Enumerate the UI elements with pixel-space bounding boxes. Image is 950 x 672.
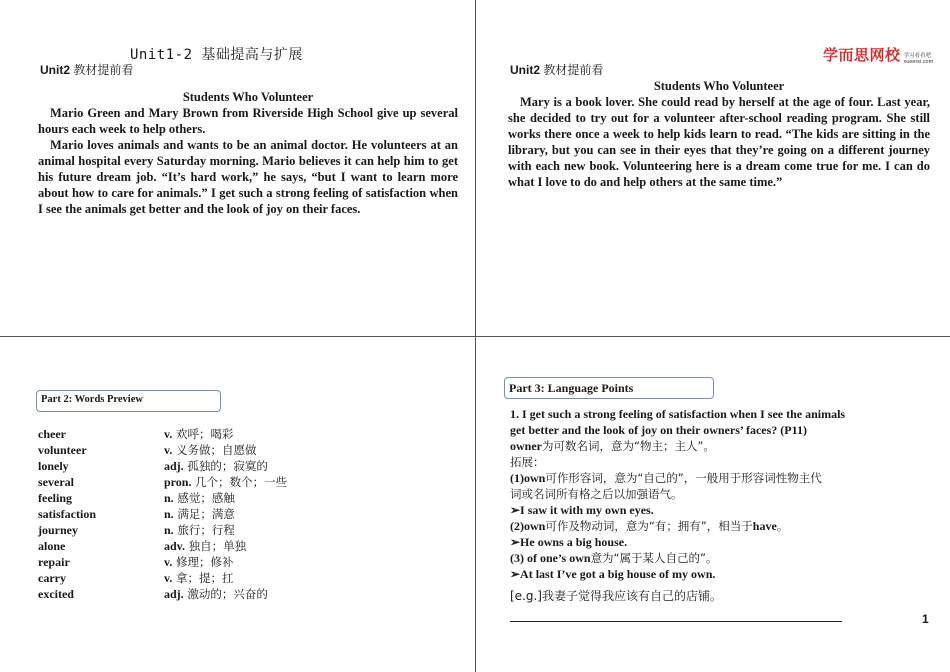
list-item: [38, 458, 338, 474]
list-item: [38, 522, 338, 538]
paragraph: Mario Green and Mary Brown from Riverside High School give up several hours each week to help others.: [38, 106, 458, 136]
vocab-definition: v. 欢呼；喝彩: [164, 427, 234, 441]
vocab-definition: n. 满足；满意: [164, 507, 235, 521]
example-2: ➢He owns a big house.: [510, 535, 628, 549]
vocab-word: several: [38, 475, 74, 489]
vocab-definition: pron. 几个；数个；一些: [164, 475, 288, 489]
vocab-word: repair: [38, 555, 70, 569]
vocab-word: cheer: [38, 427, 66, 441]
vocab-word: journey: [38, 523, 78, 537]
paragraph: Mario loves animals and wants to be an animal doctor. He volunteers at an animal hospital every Saturday morning. Mario believes it can help him to get his future dream job. “It’s hard work,” he says, “but I want to learn more about how to care for animals.” I get such a strong feeling of satisfaction when I see the animals get better and the look of joy on their faces.: [38, 138, 458, 216]
usage-1: (1)own可作形容词，意为“自己的”，一般用于形容词性物主代: [510, 471, 822, 485]
unit-caption: 教材提前看: [540, 63, 604, 77]
answer-blank[interactable]: [510, 621, 842, 622]
paragraph: Mary is a book lover. She could read by herself at the age of four. Last year, she decided to try out for a volunteer after-school reading program. She still works there once a week to help kids learn to read. “The kids are sitting in the library, but you can see in their eyes that they’re going on a different journey with each new book. Volunteering here is a dream come true for me. I can do what I love to do and help others at the same time.”: [508, 95, 930, 189]
logo-text: 学而思网校: [823, 46, 901, 64]
vocabulary-list: [38, 426, 338, 602]
example-3: ➢At last I’ve got a big house of my own.: [510, 567, 716, 581]
unit-label-left: [40, 61, 133, 78]
vocab-word: volunteer: [38, 443, 87, 457]
usage-1-cont: 词或名词所有格之后以加强语气。: [510, 487, 683, 501]
list-item: [38, 474, 338, 490]
vocab-word: satisfaction: [38, 507, 96, 521]
section-label-words: Part 2: Words Preview: [36, 390, 221, 412]
horizontal-divider: [0, 336, 950, 337]
page-title: Unit1-2 基础提高与扩展: [130, 47, 303, 63]
vocab-definition: adj. 孤独的；寂寞的: [164, 459, 268, 473]
list-item: [38, 426, 338, 442]
logo-subtext: [904, 53, 934, 65]
list-item: [38, 554, 338, 570]
logo-subtext-bottom: xueersi.com: [903, 59, 934, 65]
vocab-definition: v. 修理；修补: [164, 555, 234, 569]
expand-label: 拓展：: [510, 455, 545, 469]
list-item: [38, 506, 338, 522]
vocab-word: carry: [38, 571, 66, 585]
vocab-word: alone: [38, 539, 66, 553]
vocab-definition: adj. 激动的；兴奋的: [164, 587, 268, 601]
unit-label-right: [510, 61, 603, 78]
translation-prompt: [e.g.]我妻子觉得我应该有自己的店铺。: [510, 589, 722, 603]
unit-number: Unit2: [510, 63, 540, 77]
passage-body-left: [38, 105, 458, 217]
section-label-language-points: Part 3: Language Points: [504, 377, 714, 399]
passage-heading-right: Students Who Volunteer: [653, 79, 785, 93]
vocab-definition: v. 义务做；自愿做: [164, 443, 257, 457]
vocab-definition: adv. 独自；单独: [164, 539, 247, 553]
passage-body-right: [508, 94, 930, 190]
unit-caption: 教材提前看: [70, 63, 134, 77]
point-sentence-cont: get better and the look of joy on their owners’ faces? (P11): [510, 423, 807, 437]
vocab-definition: n. 旅行；行程: [164, 523, 235, 537]
brand-logo: [823, 44, 933, 65]
list-item: [38, 538, 338, 554]
language-points: [510, 406, 890, 604]
vocab-definition: v. 拿；提；扛: [164, 571, 234, 585]
page-number: 1: [922, 612, 929, 626]
owner-note: owner为可数名词，意为“物主；主人”。: [510, 439, 715, 453]
vocab-word: excited: [38, 587, 74, 601]
list-item: [38, 586, 338, 602]
vocab-word: feeling: [38, 491, 72, 505]
list-item: [38, 570, 338, 586]
vocab-word: lonely: [38, 459, 69, 473]
list-item: [38, 490, 338, 506]
usage-2: (2)own可作及物动词，意为“有；拥有”，相当于have。: [510, 519, 789, 533]
usage-3: (3) of one’s own意为“属于某人自己的”。: [510, 551, 718, 565]
list-item: [38, 442, 338, 458]
unit-number: Unit2: [40, 63, 70, 77]
example-1: ➢I saw it with my own eyes.: [510, 503, 654, 517]
logo-subtext-top: 学习看看吧: [903, 53, 932, 59]
vocab-definition: n. 感觉；感触: [164, 491, 235, 505]
point-sentence: 1. I get such a strong feeling of satisfaction when I see the animals: [510, 407, 846, 421]
passage-heading-left: Students Who Volunteer: [182, 90, 314, 104]
